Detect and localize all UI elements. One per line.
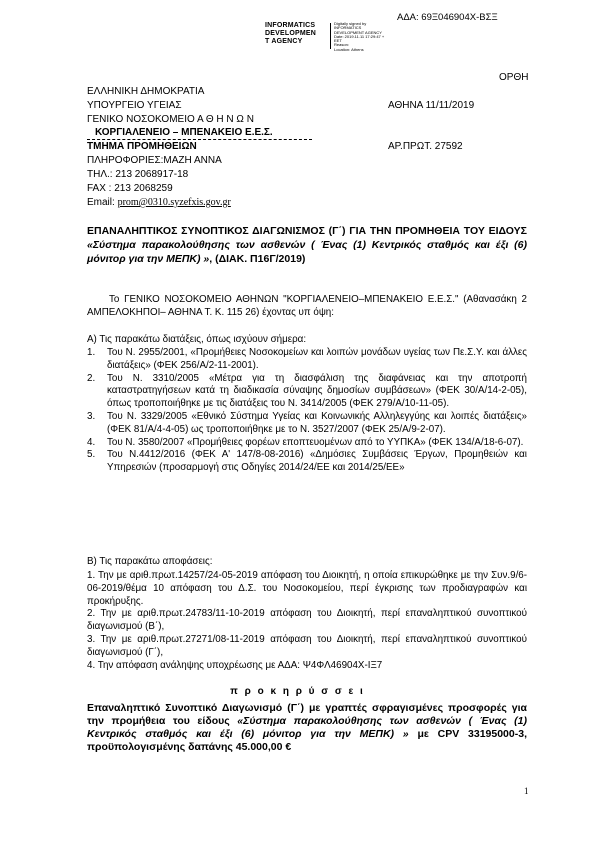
list-item-number: 3. <box>87 410 96 422</box>
digital-signature-stamp <box>265 22 435 52</box>
list-item-number: 1. <box>87 347 96 358</box>
list-item-number: 5. <box>87 449 96 461</box>
header-date: ΑΘΗΝΑ 11/11/2019 <box>388 100 475 111</box>
header-email-row <box>87 197 231 208</box>
announcement-item-name: «Σύστημα παρακολούθησης των ασθενών ( Ένας (1) Κεντρικός σταθμός και έξι (6) μόνιτορ για την ΜΕΠΚ) » <box>87 715 527 740</box>
email-link[interactable]: prom@0310.syzefxis.gov.gr <box>117 197 231 208</box>
announcement-part3: με CPV 33195000-3, προϋπολογισμένης δαπάνης 45.000,00 € <box>87 728 527 753</box>
signature-detail-line: Reason: <box>334 42 349 48</box>
signature-details <box>334 22 384 52</box>
signature-org-line: INFORMATICS <box>265 22 316 29</box>
signature-org-line: T AGENCY <box>265 38 303 45</box>
signature-detail-line: Location: Athens <box>334 46 364 52</box>
signature-detail-line: Date: 2019.11.11 17:29:47 + <box>334 33 385 39</box>
signature-org-name <box>265 22 316 46</box>
list-item-text: Του Ν. 3329/2005 «Εθνικό Σύστημα Υγείας και Κοινωνικής Αλληλεγγύης και λοιπές διατάξεις» (ΦΕΚ 81/Α/4-4-05) ως τροποποιήθηκε με το Ν. 3527/2007 (ΦΕΚ 25/Α/9-2-07). <box>107 410 527 435</box>
signature-detail-line: Digitally signed by <box>334 21 367 26</box>
title-part1: ΕΠΑΝΑΛΗΠΤΙΚΟΣ ΣΥΝΟΠΤΙΚΟΣ ΔΙΑΓΩΝΙΣΜΟΣ (Γ΄) ΓΙΑ ΤΗΝ ΠΡΟΜΗΘΕΙΑ ΤΟΥ ΕΙΔΟΥΣ <box>87 225 527 237</box>
list-item: 1. Την με αριθ.πρωτ.14257/24-05-2019 απόφαση του Διοικητή, η οποία επικυρώθηκε με την Συν.9/6-06-2019/θέμα 10 απόφαση του Δ.Σ. του Νοσοκομείου, περί έγκρισης των προδιαγραφών και προκήρυξης. <box>87 570 527 607</box>
list-item-text: Του Ν.4412/2016 (ΦΕΚ Α' 147/8-08-2016) «Δημόσιες Συμβάσεις Έργων, Προμηθειών και Υπηρεσιών (προσαρμογή στις Οδηγίες 2014/24/ΕΕ και 2014/25/ΕΕ» <box>107 449 527 474</box>
header-ministry: ΥΠΟΥΡΓΕΙΟ ΥΓΕΙΑΣ <box>87 100 182 111</box>
header-republic: ΕΛΛΗΝΙΚΗ ΔΗΜΟΚΡΑΤΙΑ <box>87 86 205 97</box>
header-fax: FAX : 213 2068259 <box>87 183 173 194</box>
title-item-name: «Σύστημα παρακολούθησης των ασθενών ( Ένας (1) Κεντρικός σταθμός και έξι (6) μόνιτορ για την ΜΕΠΚ) » <box>87 239 527 265</box>
tender-announcement <box>87 702 527 754</box>
list-item-number: 4. <box>87 436 96 448</box>
document-title <box>87 224 527 266</box>
section-a-heading: Α) Τις παρακάτω διατάξεις, όπως ισχύουν σήμερα: <box>87 334 307 345</box>
signature-detail-line: EET <box>334 38 342 44</box>
ada-code: ΑΔΑ: 69Ξ046904Χ-ΒΣΞ <box>397 12 498 23</box>
page-number: 1 <box>524 786 529 796</box>
list-item: 4. Την απόφαση ανάληψης υποχρέωσης με ΑΔΑ: Ψ4ΦΛ46904Χ-ΙΞ7 <box>87 659 383 671</box>
list-item: 2. Την με αριθ.πρωτ.24783/11-10-2019 απόφαση του Διοικητή, περί επαναληπτικού συνοπτικού διαγωνισμού (Β΄), <box>87 608 527 633</box>
list-item <box>87 437 527 450</box>
header-dashed-divider <box>87 139 312 140</box>
correction-mark: ΟΡΘΗ <box>499 72 529 83</box>
section-b-list <box>87 570 527 672</box>
title-part3: , (ΔΙΑΚ. Π16Γ/2019) <box>209 253 306 265</box>
section-a-list <box>87 347 527 475</box>
signature-divider <box>330 23 331 49</box>
list-item: 3. Την με αριθ.πρωτ.27271/08-11-2019 απόφαση του Διοικητή, περί επαναληπτικού συνοπτικού διαγωνισμού (Γ΄), <box>87 633 527 658</box>
email-label: Email: <box>87 197 118 208</box>
list-item <box>87 347 527 373</box>
list-item <box>87 449 527 475</box>
list-item-text: Του Ν. 3310/2005 «Μέτρα για τη διασφάλιση της διαφάνειας και την αποτροπή καταστρατηγήσεων κατά τη διαδικασία σύναψης δημοσίων συμβάσεων» (ΦΕΚ 30/Α/14-2-05), όπως τροποποιήθηκε με τις διατάξεις του Ν. 3414/2005 (ΦΕΚ 279/Α/10-11-05). <box>107 372 527 410</box>
proclamation-heading: π ρ ο κ η ρ ύ σ σ ε ι <box>230 686 365 697</box>
header-contact-person: ΠΛΗΡΟΦΟΡΙΕΣ:ΜΑΖΗ ΑΝΝΑ <box>87 155 222 166</box>
signature-org-line: DEVELOPMEN <box>265 30 317 37</box>
list-item-number: 2. <box>87 372 96 384</box>
intro-paragraph: Το ΓΕΝΙΚΟ ΝΟΣΟΚΟΜΕΙΟ ΑΘΗΝΩΝ "ΚΟΡΓΙΑΛΕΝΕΙΟ–ΜΠΕΝΑΚΕΙΟ Ε.Ε.Σ." (Αθανασάκη 2 ΑΜΠΕΛΟΚΗΠΟΙ– ΑΘΗΝΑ Τ. Κ. 115 26) έχοντας υπ όψη: <box>87 294 527 318</box>
signature-detail-line: DEVELOPMENT AGENCY <box>334 29 382 35</box>
list-item <box>87 373 527 411</box>
header-department: ΤΜΗΜΑ ΠΡΟΜΗΘΕΙΩΝ <box>87 141 197 152</box>
list-item-text: Του Ν. 3580/2007 «Προμήθειες φορέων εποπτευομένων από το ΥΥΠΚΑ» (ΦΕΚ 134/Α/18-6-07). <box>107 436 524 448</box>
header-protocol-number: ΑΡ.ΠΡΩΤ. 27592 <box>388 141 463 152</box>
signature-detail-line: INFORMATICS <box>334 25 362 31</box>
announcement-part1: Επαναληπτικό Συνοπτικό Διαγωνισμό (Γ΄) με γραπτές σφραγισμένες προσφορές για την προμήθεια του είδους <box>87 702 527 727</box>
header-hospital: ΓΕΝΙΚΟ ΝΟΣΟΚΟΜΕΙΟ Α Θ Η Ν Ω Ν <box>87 114 254 125</box>
section-b-heading: Β) Τις παρακάτω αποφάσεις: <box>87 556 213 567</box>
header-phone: ΤΗΛ.: 213 2068917-18 <box>87 169 189 180</box>
header-hospital-name: ΚΟΡΓΙΑΛΕΝΕΙΟ – ΜΠΕΝΑΚΕΙΟ Ε.Ε.Σ. <box>95 127 273 138</box>
list-item <box>87 411 527 437</box>
list-item-text: Του Ν. 2955/2001, «Προμήθειες Νοσοκομείων και λοιπών μονάδων υγείας των Πε.Σ.Υ. και άλλες διατάξεις» (ΦΕΚ 256/Α/2-11-2001). <box>107 347 527 371</box>
